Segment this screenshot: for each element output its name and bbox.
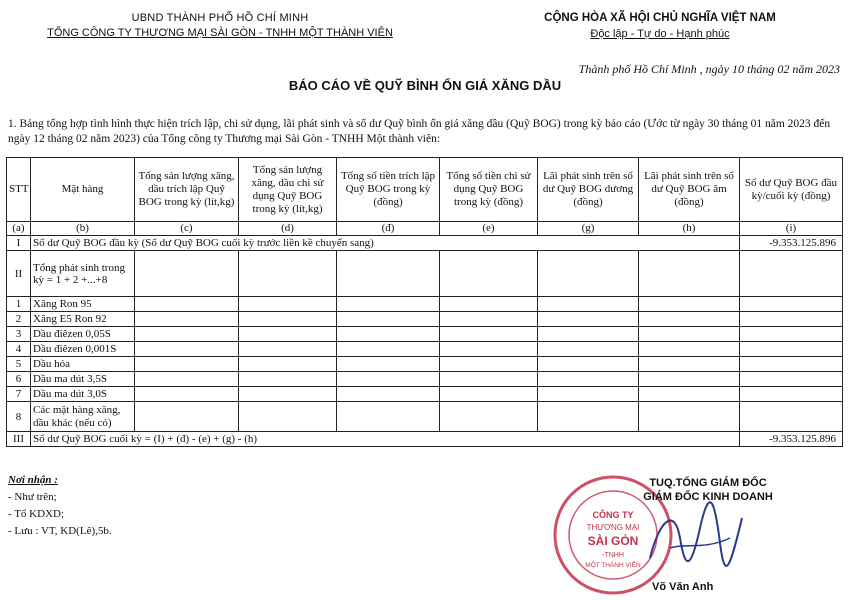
row-stt: 3: [7, 327, 31, 342]
row-label: Số dư Quỹ BOG cuối kỳ = (I) + (đ) - (e) + (g) - (h): [31, 432, 740, 447]
row-label: Tổng phát sinh trong kỳ = 1 + 2 +...+8: [31, 251, 135, 297]
national-header: [530, 12, 790, 40]
code-cell: (g): [538, 222, 639, 236]
header-cell: STT: [7, 158, 31, 222]
row-stt: III: [7, 432, 31, 447]
handwritten-signature-icon: [630, 498, 750, 578]
table-row: [7, 312, 843, 327]
svg-text:MỘT THÀNH VIÊN: MỘT THÀNH VIÊN: [585, 562, 641, 569]
code-cell: (b): [31, 222, 135, 236]
row-label: Xăng Ron 95: [31, 297, 135, 312]
row-label: Các mặt hàng xăng, dầu khác (nếu có): [31, 402, 135, 432]
row-stt: 2: [7, 312, 31, 327]
svg-text:SÀI GÒN: SÀI GÒN: [587, 534, 639, 548]
code-cell: (d): [239, 222, 337, 236]
row-label: Số dư Quỹ BOG đầu kỳ (Số dư Quỹ BOG cuối kỳ trước liền kề chuyển sang): [31, 236, 740, 251]
row-label: Dầu điêzen 0,05S: [31, 327, 135, 342]
svg-text:CÔNG TY: CÔNG TY: [592, 510, 634, 520]
row-label: Dầu ma dút 3,0S: [31, 387, 135, 402]
row-stt: 1: [7, 297, 31, 312]
national-title: CỘNG HÒA XÃ HỘI CHỦ NGHĨA VIỆT NAM: [544, 12, 776, 24]
row-label: Xăng E5 Ron 92: [31, 312, 135, 327]
table-row: [7, 357, 843, 372]
code-cell: (e): [440, 222, 538, 236]
code-cell: (i): [740, 222, 843, 236]
row-stt: 6: [7, 372, 31, 387]
signature-position: GIÁM ĐỐC KINH DOANH: [643, 491, 773, 503]
recipient-item: - Lưu : VT, KD(Lê),5b.: [8, 525, 112, 537]
intro-paragraph: 1. Bảng tổng hợp tình hình thực hiện trích lập, chi sử dụng, lãi phát sinh và số dư Quỹ bình ổn giá xăng dầu (Quỹ BOG) trong kỳ báo cáo (Ước từ ngày 30 tháng 01 năm 2023 đến ngày 12 tháng 02 năm 2023) của Tổng công ty Thương mại Sài Gòn - TNHH Một thành viên:: [8, 118, 831, 145]
issuer-header: [40, 12, 400, 39]
code-cell: (c): [135, 222, 239, 236]
svg-text:-TNHH: -TNHH: [602, 552, 624, 559]
row-stt: I: [7, 236, 31, 251]
total-row: [7, 251, 843, 297]
opening-balance-row: [7, 236, 843, 251]
table-row: [7, 402, 843, 432]
table-row: [7, 327, 843, 342]
bog-report-table: [6, 157, 843, 447]
national-motto: Độc lập - Tự do - Hạnh phúc: [590, 28, 730, 40]
row-label: Dầu điêzen 0,001S: [31, 342, 135, 357]
row-stt: 4: [7, 342, 31, 357]
header-cell: Tổng sản lượng xăng, dầu trích lập Quỹ BOG trong kỳ (lít,kg): [135, 158, 239, 222]
recipient-item: - Như trên;: [8, 491, 57, 503]
table-row: [7, 372, 843, 387]
code-cell: (a): [7, 222, 31, 236]
table-row: [7, 342, 843, 357]
row-stt: II: [7, 251, 31, 297]
code-cell: (h): [639, 222, 740, 236]
row-stt: 5: [7, 357, 31, 372]
table-row: [7, 387, 843, 402]
header-cell: Lãi phát sinh trên số dư Quỹ BOG âm (đồng): [639, 158, 740, 222]
recipients-title: Nơi nhận :: [8, 474, 58, 486]
row-value: -9.353.125.896: [740, 432, 843, 447]
header-cell: Tổng sản lượng xăng, dầu chi sử dụng Quỹ BOG trong kỳ (lít,kg): [239, 158, 337, 222]
header-row: [7, 158, 843, 222]
document-date: Thành phố Hồ Chí Minh , ngày 10 tháng 02 năm 2023: [578, 62, 840, 76]
header-cell: Lãi phát sinh trên số dư Quỹ BOG dương (đồng): [538, 158, 639, 222]
code-cell: (đ): [337, 222, 440, 236]
row-stt: 7: [7, 387, 31, 402]
header-cell: Tổng số tiền chi sử dụng Quỹ BOG trong kỳ (đồng): [440, 158, 538, 222]
row-label: Dầu ma dút 3,5S: [31, 372, 135, 387]
row-stt: 8: [7, 402, 31, 432]
issuer-company: TỔNG CÔNG TY THƯƠNG MẠI SÀI GÒN - TNHH MỘT THÀNH VIÊN: [47, 27, 393, 39]
row-label: Dầu hỏa: [31, 357, 135, 372]
issuer-authority: UBND THÀNH PHỐ HỒ CHÍ MINH: [131, 12, 309, 24]
code-row: [7, 222, 843, 236]
header-cell: Tổng số tiền trích lập Quỹ BOG trong kỳ (đồng): [337, 158, 440, 222]
header-cell: Số dư Quỹ BOG đầu kỳ/cuối kỳ (đồng): [740, 158, 843, 222]
closing-balance-row: [7, 432, 843, 447]
document-title: BÁO CÁO VỀ QUỸ BÌNH ỔN GIÁ XĂNG DẦU: [288, 78, 562, 93]
signature-authority: TUQ.TỔNG GIÁM ĐỐC: [649, 477, 767, 489]
recipients-block: [8, 472, 112, 540]
row-value: -9.353.125.896: [740, 236, 843, 251]
table-row: [7, 297, 843, 312]
svg-text:THƯƠNG MẠI: THƯƠNG MẠI: [586, 523, 640, 532]
signer-name: Võ Văn Anh: [652, 581, 714, 593]
recipient-item: - Tổ KDXD;: [8, 508, 65, 520]
header-cell: Mặt hàng: [31, 158, 135, 222]
